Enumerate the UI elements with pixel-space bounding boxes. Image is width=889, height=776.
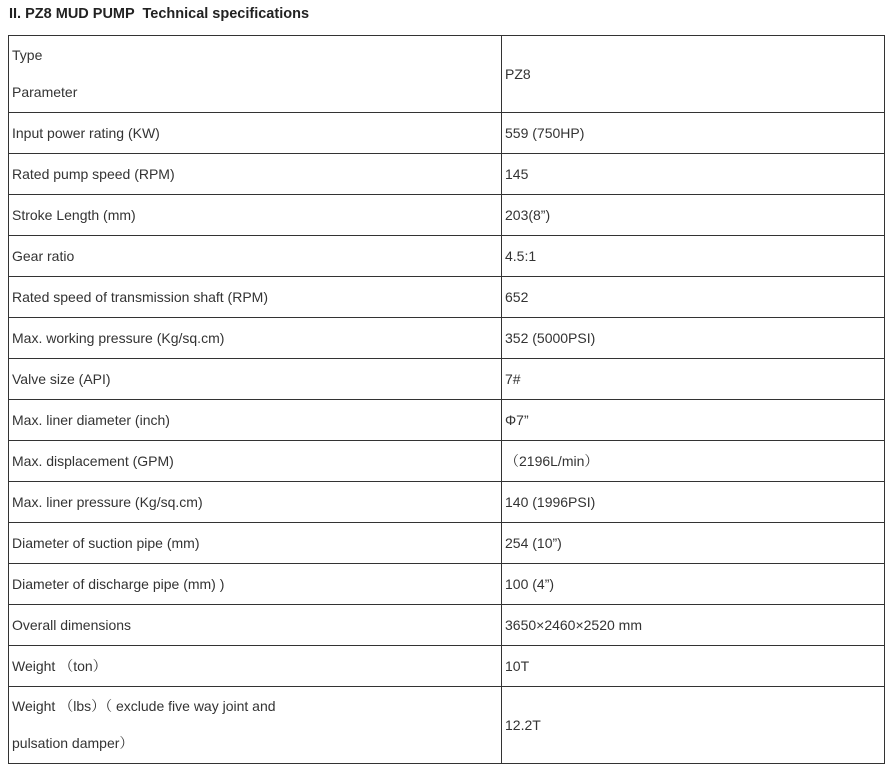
param-value: 145 bbox=[502, 154, 885, 195]
param-value: 3650×2460×2520 mm bbox=[502, 605, 885, 646]
param-value: 100 (4”) bbox=[502, 564, 885, 605]
param-value: 559 (750HP) bbox=[502, 113, 885, 154]
table-row bbox=[9, 441, 885, 482]
param-name: Gear ratio bbox=[9, 236, 502, 277]
param-name: Rated pump speed (RPM) bbox=[9, 154, 502, 195]
param-name bbox=[9, 687, 502, 764]
table-row bbox=[9, 154, 885, 195]
table-row bbox=[9, 564, 885, 605]
table-row bbox=[9, 687, 885, 764]
param-name: Max. liner diameter (inch) bbox=[9, 400, 502, 441]
page-heading: II. PZ8 MUD PUMP Technical specifications bbox=[9, 6, 310, 22]
table-row bbox=[9, 277, 885, 318]
param-name: Overall dimensions bbox=[9, 605, 502, 646]
table-row bbox=[9, 400, 885, 441]
table-row bbox=[9, 236, 885, 277]
type-parameter-cell bbox=[9, 36, 502, 113]
param-name: Diameter of discharge pipe (mm) ) bbox=[9, 564, 502, 605]
param-name: Max. liner pressure (Kg/sq.cm) bbox=[9, 482, 502, 523]
param-name: Valve size (API) bbox=[9, 359, 502, 400]
table-row bbox=[9, 113, 885, 154]
table-row bbox=[9, 482, 885, 523]
parameter-label: Parameter bbox=[12, 84, 78, 100]
param-name: Max. working pressure (Kg/sq.cm) bbox=[9, 318, 502, 359]
param-name: Max. displacement (GPM) bbox=[9, 441, 502, 482]
param-value: Φ7” bbox=[502, 400, 885, 441]
model-value: PZ8 bbox=[502, 36, 885, 113]
table-header-row bbox=[9, 36, 885, 113]
param-name-line: Weight （lbs）（ exclude five way joint and bbox=[12, 698, 276, 714]
param-value: 203(8”) bbox=[502, 195, 885, 236]
param-name: Input power rating (KW) bbox=[9, 113, 502, 154]
param-value: 652 bbox=[502, 277, 885, 318]
param-value: 254 (10”) bbox=[502, 523, 885, 564]
param-name: Rated speed of transmission shaft (RPM) bbox=[9, 277, 502, 318]
table-row bbox=[9, 318, 885, 359]
table-row bbox=[9, 605, 885, 646]
table-row bbox=[9, 195, 885, 236]
param-value: 12.2T bbox=[502, 687, 885, 764]
type-label: Type bbox=[12, 47, 43, 63]
param-value: 140 (1996PSI) bbox=[502, 482, 885, 523]
table-row bbox=[9, 359, 885, 400]
param-name-line: pulsation damper） bbox=[12, 735, 134, 751]
param-value: 352 (5000PSI) bbox=[502, 318, 885, 359]
specifications-table bbox=[8, 35, 885, 764]
param-name: Diameter of suction pipe (mm) bbox=[9, 523, 502, 564]
param-value: 10T bbox=[502, 646, 885, 687]
param-name: Weight （ton） bbox=[9, 646, 502, 687]
param-value: （2196L/min） bbox=[502, 441, 885, 482]
param-value: 7# bbox=[502, 359, 885, 400]
table-row bbox=[9, 523, 885, 564]
table-row bbox=[9, 646, 885, 687]
param-name: Stroke Length (mm) bbox=[9, 195, 502, 236]
param-value: 4.5:1 bbox=[502, 236, 885, 277]
